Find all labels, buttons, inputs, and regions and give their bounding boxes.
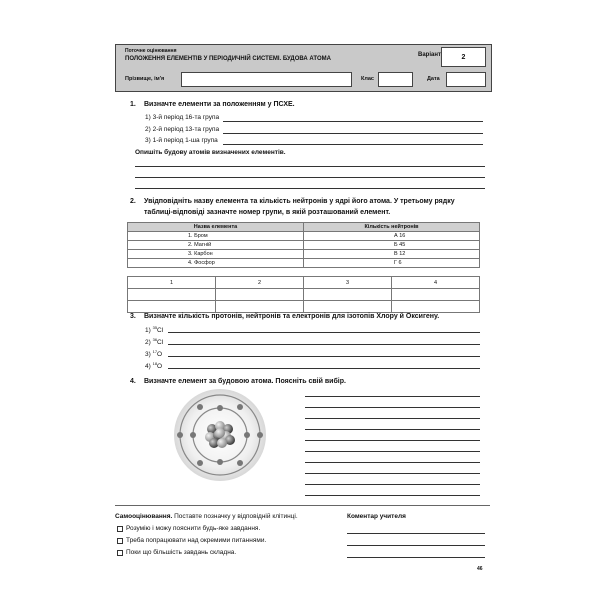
item-number: 4) [145,363,151,371]
neutron-value: 45 [399,242,406,248]
element-name: 3. Карбон [128,250,304,259]
answer-line[interactable] [223,121,483,122]
mass-number: 18 [152,361,158,366]
self-assessment-instruction: Поставте позначку у відповідній клітинці. [172,513,298,520]
name-label: Прізвище, ім'я [125,76,165,82]
answer-line[interactable] [305,451,480,452]
neutron-value: 6 [398,260,402,266]
mass-number: 36 [152,337,158,342]
answer-cell[interactable] [304,289,392,301]
q3-text: Визначте кількість протонів, нейтронів та електронів для ізотопів Хлору й Оксигену. [144,313,440,320]
answer-cell[interactable] [392,289,480,301]
answer-line[interactable] [168,344,480,345]
answer-header: 1 [128,277,216,289]
option-3-label: Поки що більшість завдань складна. [126,549,237,556]
item-number: 1) [145,327,151,335]
q4-text: Визначте елемент за будовою атома. Поясніть свій вибір. [144,378,346,385]
answer-cell[interactable] [128,289,216,301]
q1-item-3: 3) 1-й період 1-ша група [145,137,218,144]
element-symbol: O [157,351,163,359]
element-symbol: Cl [157,339,164,347]
q2-number: 2. [130,198,136,205]
checkbox-option-1[interactable] [117,526,123,532]
date-field[interactable] [446,72,486,87]
self-assessment-title [115,513,298,520]
header-title: ПОЛОЖЕННЯ ЕЛЕМЕНТІВ У ПЕРІОДИЧНІЙ СИСТЕМІ. БУДОВА АТОМА [125,56,331,62]
answer-line[interactable] [168,332,480,333]
class-field[interactable] [378,72,413,87]
checkbox-option-3[interactable] [117,550,123,556]
table-row [128,259,480,268]
neutron-cell [304,250,480,259]
comment-line[interactable] [347,545,485,546]
q3-item-4 [145,361,162,370]
answer-line[interactable] [305,473,480,474]
q2-text-line1: Увідповідніть назву елемента та кількість нейтронів у ядрі його атома. У третьому рядку [144,198,455,205]
mass-number: 35 [152,325,158,330]
answer-cell[interactable] [216,289,304,301]
answer-line[interactable] [223,144,483,145]
element-name: 1. Бром [128,232,304,241]
q1-item-1: 1) 3-й період 16-та група [145,114,220,121]
section-divider [115,505,490,506]
answer-line[interactable] [135,166,485,167]
q1-item-2: 2) 2-й період 13-та група [145,126,220,133]
class-label: Клас [361,76,374,82]
item-number: 3) [145,351,151,359]
answer-cell[interactable] [304,301,392,313]
comment-line[interactable] [347,533,485,534]
answer-line[interactable] [223,133,483,134]
answer-header: 2 [216,277,304,289]
checkbox-option-2[interactable] [117,538,123,544]
answer-line[interactable] [135,177,485,178]
answer-line[interactable] [135,188,485,189]
matching-table [127,222,480,268]
letter: А [394,233,398,239]
element-name: 4. Фосфор [128,259,304,268]
variant-value: 2 [441,47,486,67]
q1-number: 1. [130,101,136,108]
comment-line[interactable] [347,557,485,558]
element-symbol: O [157,363,163,371]
neutron-cell [304,241,480,250]
neutron-value: 16 [399,233,406,239]
neutron-cell [304,232,480,241]
answer-cell[interactable] [216,301,304,313]
element-symbol: Cl [157,327,164,335]
answer-table [127,276,480,313]
answer-header: 3 [304,277,392,289]
teacher-comment-label: Коментар учителя [347,513,406,520]
col-header-neutrons: Кількість нейтронів [304,223,480,232]
letter: Г [394,260,397,266]
answer-line[interactable] [305,440,480,441]
page-number: 46 [477,566,483,572]
answer-line[interactable] [305,418,480,419]
answer-cell[interactable] [128,301,216,313]
q1-text: Визначте елементи за положенням у ПСХЕ. [144,101,295,108]
letter: Б [394,242,398,248]
answer-line[interactable] [305,429,480,430]
answer-line[interactable] [305,396,480,397]
letter: В [394,251,398,257]
variant-label: Варіант [418,52,441,58]
answer-line[interactable] [168,356,480,357]
option-1-label: Розумію і можу пояснити будь-яке завдання. [126,525,261,532]
q3-item-2 [145,337,163,346]
item-number: 2) [145,339,151,347]
col-header-element: Назва елемента [128,223,304,232]
q4-number: 4. [130,378,136,385]
date-label: Дата [427,76,440,82]
name-field[interactable] [181,72,352,87]
q3-item-3 [145,349,162,358]
neutron-value: 12 [399,251,406,257]
answer-line[interactable] [305,484,480,485]
self-assessment-heading: Самооцінювання. [115,513,173,520]
element-name: 2. Магній [128,241,304,250]
answer-line[interactable] [305,462,480,463]
mass-number: 17 [152,349,158,354]
table-row [128,241,480,250]
nucleus [205,421,235,448]
q1-subtask: Опишіть будову атомів визначених елементів. [135,149,286,156]
answer-line[interactable] [168,368,480,369]
answer-line[interactable] [305,495,480,496]
answer-line[interactable] [305,407,480,408]
header-subtitle: Поточне оцінювання [125,48,177,54]
option-2-label: Треба попрацювати над окремими питаннями. [126,537,267,544]
answer-cell[interactable] [392,301,480,313]
q3-item-1 [145,325,163,334]
atom-model-image [160,385,280,485]
table-row [128,232,480,241]
q2-text-line2: таблиці-відповіді зазначте номер групи, в якій розташований елемент. [144,209,391,216]
answer-header: 4 [392,277,480,289]
neutron-cell [304,259,480,268]
q3-number: 3. [130,313,136,320]
table-row [128,250,480,259]
